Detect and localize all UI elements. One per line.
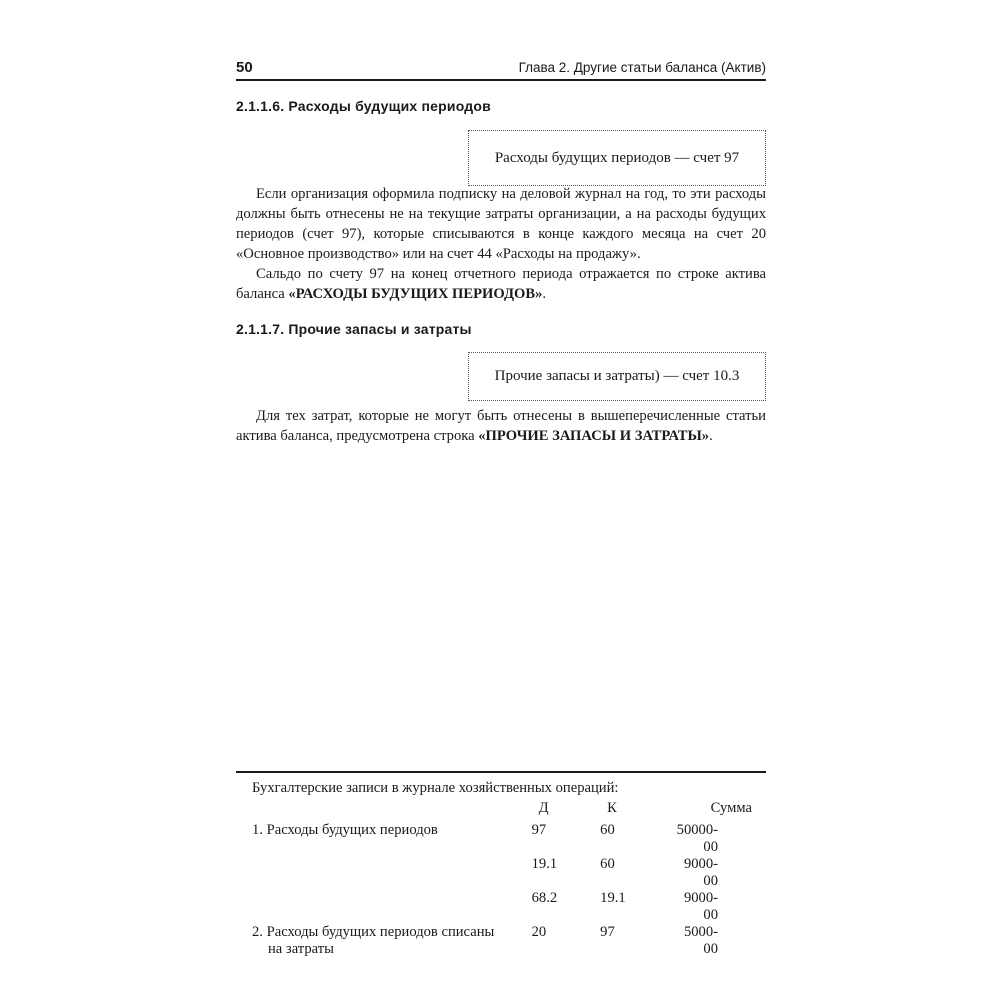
section-heading-deferred-expenses: 2.1.1.6. Расходы будущих периодов bbox=[236, 98, 491, 114]
account-box-97-text: Расходы будущих периодов — счет 97 bbox=[494, 150, 740, 166]
page-number: 50 bbox=[236, 59, 253, 76]
journal-table bbox=[252, 800, 752, 958]
header-description bbox=[252, 800, 532, 822]
row-credit: 60 bbox=[600, 856, 615, 872]
row-amount: 9000-00 bbox=[683, 890, 718, 923]
journal-entries-block bbox=[236, 771, 766, 957]
paragraph-other-costs bbox=[236, 406, 766, 446]
journal-row bbox=[252, 822, 752, 856]
paragraph-balance-97 bbox=[236, 264, 766, 304]
row-description: 1. Расходы будущих периодов bbox=[252, 822, 438, 838]
book-page bbox=[236, 0, 766, 1000]
journal-row bbox=[252, 924, 752, 958]
section-heading-other-inventory: 2.1.1.7. Прочие запасы и затраты bbox=[236, 321, 472, 337]
row-credit: 60 bbox=[600, 822, 615, 838]
journal-row bbox=[252, 890, 752, 924]
row-debit: 97 bbox=[531, 822, 547, 838]
row-debit: 20 bbox=[531, 924, 547, 940]
row-amount: 9000-00 bbox=[683, 856, 718, 889]
row-credit: 97 bbox=[600, 924, 615, 940]
header-credit: К bbox=[607, 800, 617, 816]
row-description-line2: на затраты bbox=[268, 941, 334, 957]
paragraph-other-costs-text: Для тех затрат, которые не могут быть отнесены в вышеперечисленные статьи актива баланса, предусмотрена строка bbox=[236, 408, 766, 444]
paragraph-balance-97-text: Сальдо по счету 97 на конец отчетного периода отражается по строке актива баланса bbox=[236, 266, 766, 302]
journal-title: Бухгалтерские записи в журнале хозяйственных операций: bbox=[252, 780, 619, 796]
header-amount: Сумма bbox=[710, 800, 752, 816]
row-amount: 50000-00 bbox=[676, 822, 718, 855]
header-debit: Д bbox=[538, 800, 549, 816]
journal-row bbox=[252, 856, 752, 890]
paragraph-subscription: Если организация оформила подписку на деловой журнал на год, то эти расходы должны быть отнесены не на текущие затраты организации, а на расходы будущих периодов (счет 97), которые списываются в конце каждого месяца на счет 20 «Основное производство» или на счет 44 «Расходы на продажу». bbox=[236, 186, 766, 262]
row-description-line1: 2. Расходы будущих периодов списаны bbox=[252, 924, 495, 940]
row-amount: 5000-00 bbox=[683, 924, 718, 957]
balance-line-other-inventory: «ПРОЧИЕ ЗАПАСЫ И ЗАТРАТЫ» bbox=[478, 428, 710, 444]
row-debit: 68.2 bbox=[531, 890, 558, 906]
account-box-10-3-text: Прочие запасы и затраты) — счет 10.3 bbox=[494, 368, 740, 384]
journal-header-row bbox=[252, 800, 752, 822]
row-description bbox=[252, 890, 532, 924]
running-head bbox=[236, 59, 766, 81]
row-debit: 19.1 bbox=[531, 856, 558, 872]
chapter-title: Глава 2. Другие статьи баланса (Актив) bbox=[518, 60, 766, 75]
row-description bbox=[252, 924, 532, 958]
balance-line-deferred-expenses: «РАСХОДЫ БУДУЩИХ ПЕРИОДОВ» bbox=[288, 286, 543, 302]
paragraph-balance-97-end: . bbox=[542, 286, 547, 302]
paragraph-other-costs-end: . bbox=[709, 428, 713, 444]
row-description bbox=[252, 856, 532, 890]
row-credit: 19.1 bbox=[600, 890, 626, 906]
account-box-10-3 bbox=[468, 352, 766, 401]
account-box-97 bbox=[468, 130, 766, 186]
